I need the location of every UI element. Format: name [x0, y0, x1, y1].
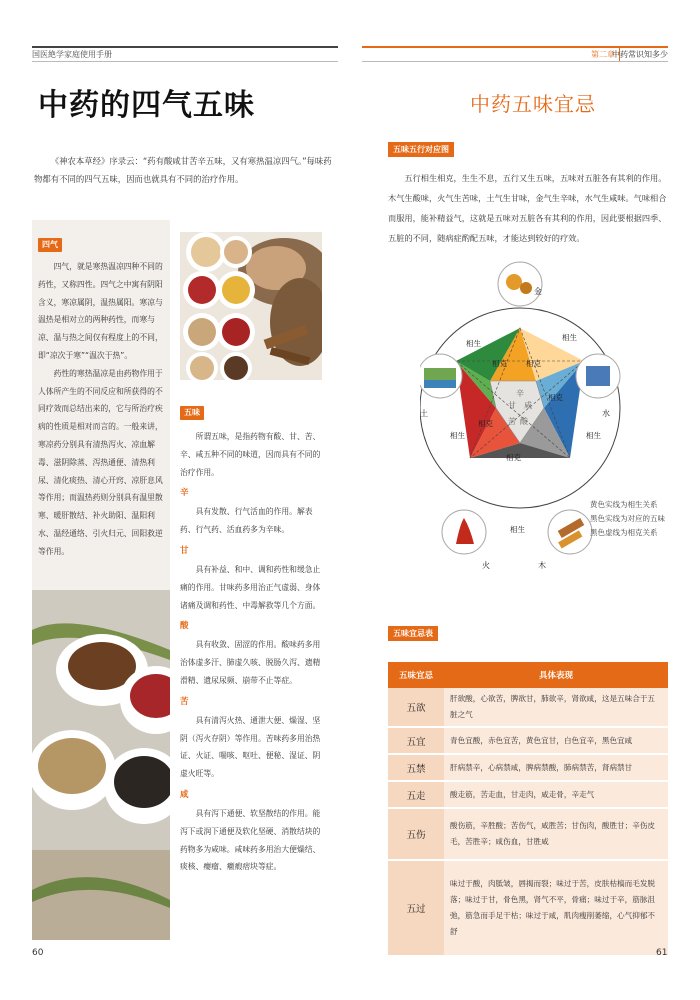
diagram-legend — [590, 498, 665, 540]
taste-xin-label: 辛 — [180, 488, 189, 499]
xiangsheng-label-3: 相生 — [450, 431, 465, 440]
page-number-left: 60 — [32, 948, 44, 958]
wx-paragraph: 五行相生相克，生生不息，五行又生五味，五味对五脏各有其利的作用。木气生酸味，火气生苦味，土气生甘味，金气生辛味，水气生咸味。气味相合而服用，能补精益气，这就是五味对五脏各有其利的作用，因此要根据四季、五脏的不同，随病症酌配五味，才能达到较好的疗效。 — [388, 173, 667, 243]
table-row — [388, 781, 668, 808]
xiangke-label-5: 相克 — [506, 453, 521, 462]
taste-xian-text: 具有泻下通便、软坚散结的作用。能泻下或润下通便及软化坚硬、消散结块的药物多为咸味。咸味药多用治大便燥结、痰核、瘿瘤、癥瘕痞块等症。 — [180, 808, 321, 872]
table-value: 肝欲酸，心欲苦，脾欲甘，肺欲辛，肾欲咸，这是五味合于五脏之气 — [444, 688, 668, 727]
siqi-tag: 四气 — [38, 238, 62, 252]
table-value: 肝病禁辛，心病禁咸，脾病禁酸，肺病禁苦，肾病禁甘 — [444, 754, 668, 781]
table-key: 五伤 — [388, 808, 444, 860]
siqi-paragraph-1: 四气，就是寒热温凉四种不同的药性，又称四性。四气之中寓有阴阳含义，寒凉属阴，温热属阳。寒凉与温热是相对立的两种药性，而寒与凉、温与热之间仅有程度上的不同，即“凉次于寒”“温次于热”。 — [38, 262, 163, 360]
wuwei-section — [180, 400, 324, 876]
table-row — [388, 688, 668, 727]
table-key: 五过 — [388, 860, 444, 956]
legend-item-3: 黑色虚线为相克关系 — [590, 528, 658, 537]
table-key: 五禁 — [388, 754, 444, 781]
xiangke-label-1: 相克 — [492, 359, 507, 368]
center-taste-2: 咸 — [524, 401, 532, 410]
table-header-k: 五味宜忌 — [388, 662, 444, 688]
chapter-title: 中药常识知多少 — [612, 50, 668, 59]
wuwei-tag: 五味 — [180, 406, 204, 420]
table-row — [388, 754, 668, 781]
wx-tag: 五味五行对应图 — [388, 142, 454, 157]
xiangsheng-label-1: 相生 — [466, 339, 481, 348]
taste-xian-label: 咸 — [180, 789, 189, 800]
xiangsheng-label-4: 相生 — [586, 431, 601, 440]
spice-bowls-photo — [32, 590, 170, 940]
center-taste-4: 酸 — [520, 417, 528, 426]
metal-label: 金 — [534, 287, 542, 296]
yj-tag: 五味宜忌表 — [388, 626, 438, 641]
table-row — [388, 860, 668, 956]
xiangsheng-label-5: 相生 — [510, 525, 525, 534]
page-title: 中药的四气五味 — [38, 88, 255, 123]
table-value: 酸走筋，苦走血，甘走肉，咸走骨，辛走气 — [444, 781, 668, 808]
taste-gan-label: 甘 — [180, 545, 189, 556]
taste-xin-text: 具有发散、行气活血的作用。解表药、行气药、活血药多为辛味。 — [180, 507, 313, 535]
fire-label: 火 — [482, 561, 490, 570]
herbs-bowls-photo — [180, 232, 322, 380]
xiangsheng-label-2: 相生 — [562, 333, 577, 342]
xiangke-label-4: 相克 — [478, 419, 493, 428]
legend-item-2: 黑色实线为对应的五味 — [590, 514, 665, 523]
table-key: 五欲 — [388, 688, 444, 727]
table-value: 味过于酸，肉胝皱，唇揭而裂；味过于苦，皮肤枯槁而毛发脱落；味过于甘，骨色黑，肾气不平，骨痛；味过于辛，筋脉沮弛，筋急而手足干枯；味过于咸，肌肉瘦削萎缩，心气抑郁不舒 — [444, 860, 668, 956]
taste-gan-text: 具有补益、和中、调和药性和缓急止痛的作用。甘味药多用治正气虚弱、身体诸痛及调和药性、中毒解救等几个方面。 — [180, 564, 321, 610]
right-title: 中药五味宜忌 — [470, 92, 596, 116]
wood-label: 木 — [538, 561, 546, 570]
siqi-paragraph-2: 药性的寒热温凉是由药物作用于人体所产生的不同反应和所获得的不同疗效而总结出来的，它与所治疗疾病的性质是相对而言的。一般来讲，寒凉药分别具有清热泻火、凉血解毒、滋阴除蒸、泻热通便、清热利尿、清化痰热、清心开窍、凉肝息风等作用；而温热药则分别具有温里散寒、暖肝散结、补火助阳、温阳利水、温经通络、引火归元、回阳救逆等作用。 — [38, 368, 163, 556]
wuwei-intro: 所谓五味，是指药物有酸、甘、苦、辛、咸五种不同的味道，因而具有不同的治疗作用。 — [180, 432, 321, 477]
table-value: 青色宜酸，赤色宜苦，黄色宜甘，白色宜辛，黑色宜咸 — [444, 727, 668, 754]
center-taste-3: 甘 — [508, 401, 516, 410]
book-title: 国医絶学家庭使用手册 — [32, 50, 112, 59]
right-running-header — [362, 46, 668, 62]
legend-item-1: 黄色实线为相生关系 — [590, 500, 658, 509]
taste-ku-text: 具有清泻火热、通泄大便、燥湿、坚阴（泻火存阴）等作用。苦味药多用治热证、火证、喘咳、呕吐、便秘、湿证、阴虚火旺等。 — [180, 715, 321, 779]
taste-suan-label: 酸 — [180, 621, 189, 632]
intro-paragraph: 《神农本草经》序录云：“药有酸咸甘苦辛五味，又有寒热温凉四气。”每味药物都有不同的四气五味，因而也就具有不同的治疗作用。 — [34, 156, 332, 184]
table-row — [388, 727, 668, 754]
table-value: 酸伤筋，辛胜酸；苦伤气，咸胜苦；甘伤肉，酸胜甘；辛伤皮毛，苦胜辛；咸伤血，甘胜咸 — [444, 808, 668, 860]
page-number-right: 61 — [656, 948, 668, 958]
center-taste-1: 辛 — [516, 389, 524, 398]
wuwei-yiji-table — [388, 662, 668, 957]
chapter-label: 第二章 — [587, 48, 620, 61]
water-label: 水 — [602, 409, 610, 418]
taste-ku-label: 苦 — [180, 696, 189, 707]
left-running-header — [32, 46, 338, 62]
earth-label: 土 — [420, 409, 428, 418]
xiangke-label-2: 相克 — [526, 359, 541, 368]
table-key: 五宜 — [388, 727, 444, 754]
center-taste-5: 苦 — [508, 417, 516, 426]
siqi-section — [32, 220, 170, 590]
taste-suan-text: 具有收敛、固涩的作用。酸味药多用治体虚多汗、肺虚久咳、脱肠久泻、遗精滑精、遗尿尿频、崩带不止等症。 — [180, 640, 321, 685]
table-row — [388, 808, 668, 860]
xiangke-label-3: 相克 — [548, 393, 563, 402]
table-key: 五走 — [388, 781, 444, 808]
table-header-v: 具体表现 — [444, 662, 668, 688]
